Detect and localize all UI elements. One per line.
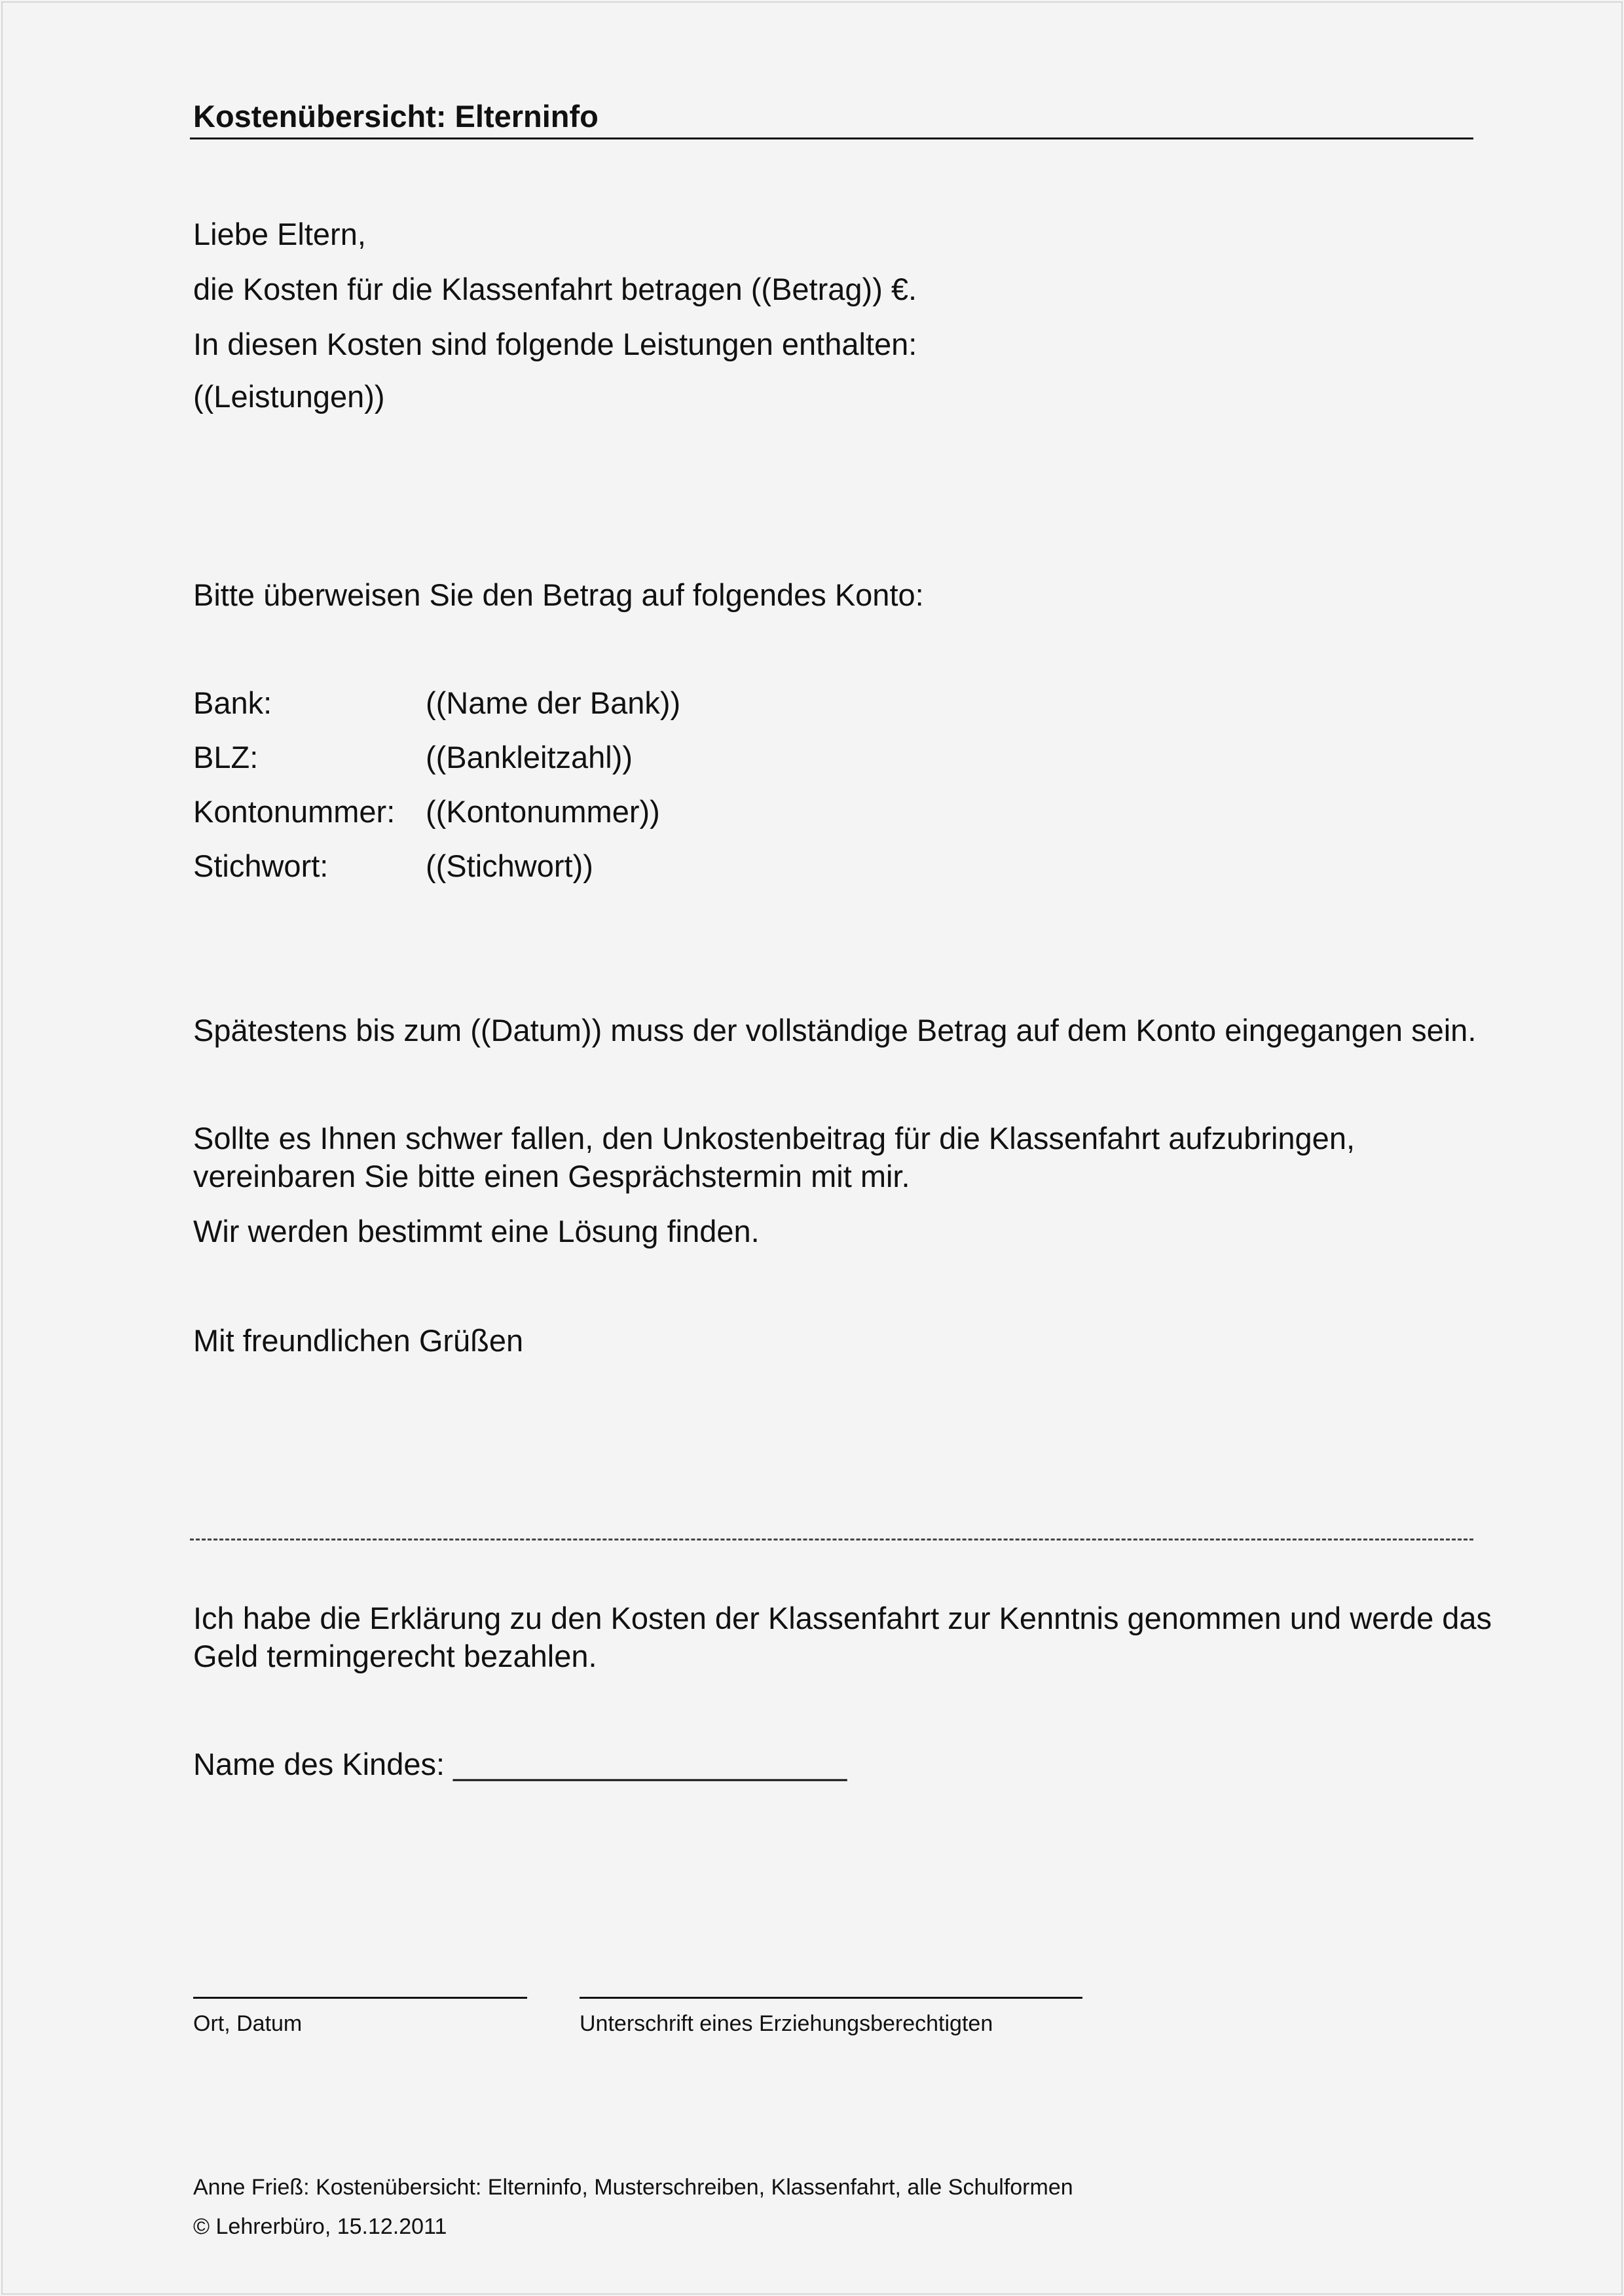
- signature-line: [580, 1997, 1082, 1999]
- child-name-field: Name des Kindes: _______________________: [193, 1747, 847, 1781]
- footer-copyright: © Lehrerbüro, 15.12.2011: [193, 2214, 447, 2239]
- cost-line: die Kosten für die Klassenfahrt betragen ((Betrag)) €.: [193, 272, 917, 306]
- keyword-value: ((Stichwort)): [426, 848, 593, 883]
- place-date-label: Ort, Datum: [193, 2011, 303, 2036]
- transfer-request: Bitte überweisen Sie den Betrag auf folgendes Konto:: [193, 577, 924, 612]
- keyword-label: Stichwort:: [193, 848, 329, 883]
- account-number-label: Kontonummer:: [193, 794, 396, 829]
- blz-label: BLZ:: [193, 740, 259, 774]
- services-intro: In diesen Kosten sind folgende Leistungen enthalten:: [193, 327, 917, 361]
- hardship-line-2: vereinbaren Sie bitte einen Gesprächstermin mit mir.: [193, 1159, 910, 1194]
- declaration-line-1: Ich habe die Erklärung zu den Kosten der Klassenfahrt zur Kenntnis genommen und werde das: [193, 1601, 1492, 1635]
- declaration-line-2: Geld termingerecht bezahlen.: [193, 1639, 597, 1673]
- solution-text: Wir werden bestimmt eine Lösung finden.: [193, 1214, 760, 1248]
- bank-value: ((Name der Bank)): [426, 685, 681, 720]
- account-number-value: ((Kontonummer)): [426, 794, 660, 829]
- services-placeholder: ((Leistungen)): [193, 379, 385, 414]
- closing: Mit freundlichen Grüßen: [193, 1323, 524, 1358]
- blz-value: ((Bankleitzahl)): [426, 740, 633, 774]
- deadline-text: Spätestens bis zum ((Datum)) muss der vollständige Betrag auf dem Konto eingegangen sein.: [193, 1013, 1477, 1048]
- greeting: Liebe Eltern,: [193, 217, 366, 251]
- page-title: Kostenübersicht: Elterninfo: [193, 99, 599, 134]
- footer-source: Anne Frieß: Kostenübersicht: Elterninfo, Musterschreiben, Klassenfahrt, alle Schulformen: [193, 2175, 1073, 2200]
- hardship-line-1: Sollte es Ihnen schwer fallen, den Unkostenbeitrag für die Klassenfahrt aufzubringen,: [193, 1121, 1356, 1156]
- place-date-line: [193, 1997, 527, 1999]
- signature-label: Unterschrift eines Erziehungsberechtigten: [580, 2011, 993, 2036]
- cut-line: [190, 1539, 1473, 1540]
- bank-label: Bank:: [193, 685, 272, 720]
- title-underline: [190, 137, 1473, 139]
